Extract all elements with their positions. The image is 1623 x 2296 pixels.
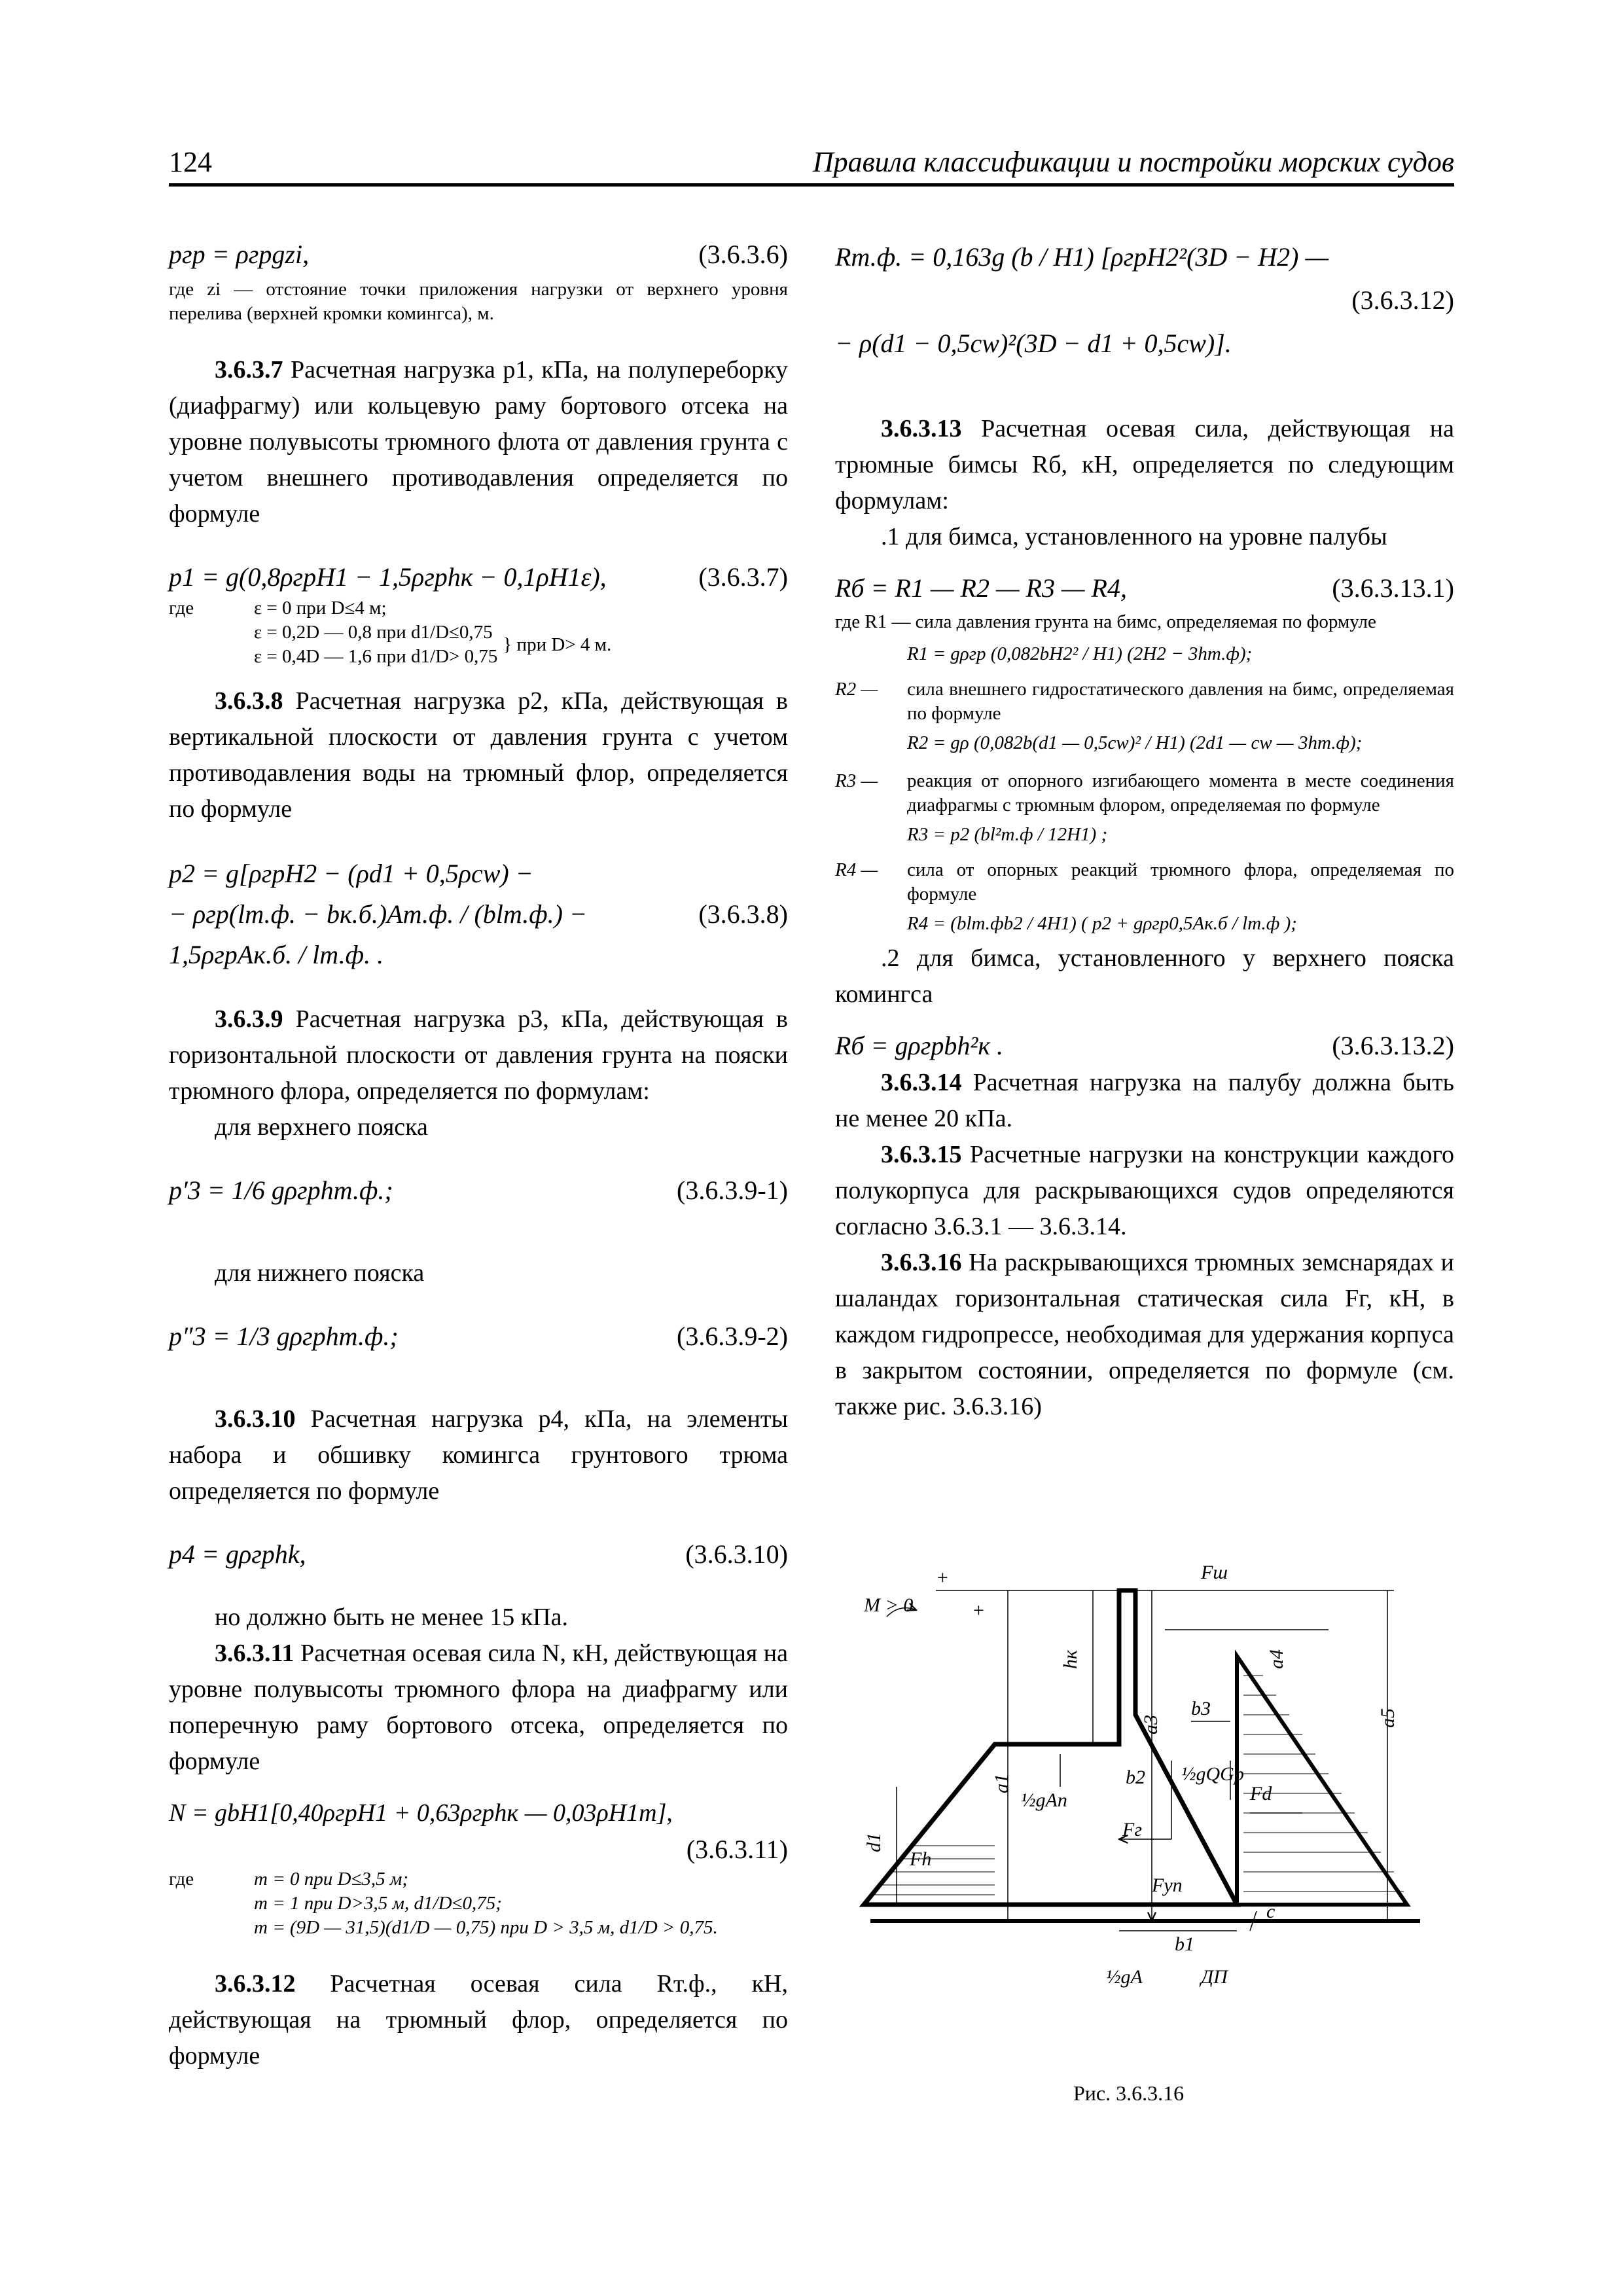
figure-3-6-3-16 [844, 1564, 1453, 2062]
right-pressure-diagram [1237, 1656, 1407, 1905]
formula-3-6-3-13-2: Rб = gρгрbh²к . (3.6.3.13.2) [835, 1031, 1454, 1060]
r4-definition: R4 — сила от опорных реакций трюмного флора, определяемая по формуле [835, 859, 1454, 905]
paragraph-3-6-3-15: 3.6.3.15 Расчетные нагрузки на конструкции каждого полукорпуса для раскрывающихся судов определяются согласно 3.6.3.1 — 3.6.3.14. [835, 1141, 1454, 1240]
fig-label-a1: a1 [991, 1774, 1012, 1793]
formula-3-6-3-8: p2 = g[ρгрH2 − (ρd1 + 0,5ρcw) − − ρгр(lт.ф. − bк.б.)Aт.ф. / (blт.ф.) − 1,5ρгрAк.б. / lт.ф. . (3.6.3.8) [169, 859, 788, 969]
fig-label-plus2: + [972, 1600, 986, 1621]
formula-3-6-3-6-where: где zi — отстояние точки приложения нагрузки от верхнего уровня перелива (верхней кромки комингса), м. [169, 279, 788, 324]
fig-label-a5: a5 [1377, 1708, 1399, 1728]
formula-3-6-3-11: N = gbH1[0,40ρгрH1 + 0,63ρгрhк — 0,03ρH1m], [169, 1799, 673, 1827]
fig-label-gq: ½gQGp [1181, 1763, 1244, 1785]
r1-formula: R1 = gρгр (0,082bH2² / H1) (2H2 − 3hт.ф); [907, 643, 1253, 664]
fig-label-gan: ½gAп [1021, 1789, 1067, 1811]
r3-formula: R3 = p2 (bl²т.ф / 12H1) ; [907, 824, 1108, 845]
paragraph-3-6-3-7: 3.6.3.7 Расчетная нагрузка p1, кПа, на полупереборку (диафрагму) или кольцевую раму бортового отсека на уровне полувысоты трюмного флота от давления грунта с учетом внешнего противодавления определяется по формуле [169, 356, 788, 528]
min-load-note: но должно быть не менее 15 кПа. [215, 1604, 568, 1631]
fig-label-a4: a4 [1266, 1649, 1287, 1669]
right-column [835, 236, 1454, 1425]
paragraph-3-6-3-10: 3.6.3.10 Расчетная нагрузка p4, кПа, на элементы набора и обшивку комингса грунтового трюма определяется по формуле [169, 1405, 788, 1505]
paragraph-3-6-3-13: 3.6.3.13 Расчетная осевая сила, действующая на трюмные бимсы Rб, кН, определяется по следующим формулам: [835, 415, 1454, 514]
formula-3-6-3-7: p1 = g(0,8ρгрH1 − 1,5ρгрhк − 0,1ρH1ε), (3.6.3.7) [169, 562, 788, 592]
fig-label-b1: b1 [1175, 1933, 1194, 1955]
fig-label-c: c [1266, 1901, 1275, 1922]
fig-label-fd: Fd [1250, 1783, 1272, 1804]
r1-definition: где R1 — сила давления грунта на бимс, определяемая по формуле [835, 611, 1376, 632]
upper-flange-label: для верхнего пояска [215, 1113, 428, 1141]
fig-label-ga: ½gA [1106, 1966, 1143, 1988]
item-1-deck-beam: .1 для бимса, установленного на уровне палубы [881, 523, 1387, 550]
fig-label-dp: ДП [1201, 1966, 1228, 1988]
header-rule [169, 183, 1454, 187]
formula-3-6-3-6: pгр = ρгрgzi, (3.6.3.6) [169, 240, 788, 269]
figure-caption: Рис. 3.6.3.16 [1073, 2081, 1185, 2105]
formula-3-6-3-9-2: p″3 = 1/3 gρгрhт.ф.; (3.6.3.9-2) [169, 1321, 788, 1351]
paragraph-3-6-3-12: 3.6.3.12 Расчетная осевая сила Rт.ф., кН, действующая на трюмный флор, определяется по формуле [169, 1970, 788, 2070]
fig-label-fg: Fг [1122, 1819, 1143, 1840]
fig-label-fyn: Fуп [1152, 1874, 1183, 1896]
fig-label-b2: b2 [1126, 1767, 1145, 1788]
running-title: Правила классификации и постройки морских судов [812, 146, 1454, 178]
lower-flange-label: для нижнего пояска [215, 1259, 425, 1287]
formula-3-6-3-13-1: Rб = R1 — R2 — R3 — R4, (3.6.3.13.1) [835, 573, 1454, 603]
page-number: 124 [169, 146, 212, 178]
formula-3-6-3-10: p4 = gρгрhk, (3.6.3.10) [169, 1539, 788, 1569]
formula-3-6-3-7-where: где ε = 0 при D≤4 м; ε = 0,2D — 0,8 при d1/D≤0,75 ε = 0,4D — 1,6 при d1/D> 0,75 } при D> 4 м. [169, 598, 612, 667]
paragraph-3-6-3-8: 3.6.3.8 Расчетная нагрузка p2, кПа, действующая в вертикальной плоскости от давления грунта с учетом противодавления воды на трюмный флор, определяется по формуле [169, 687, 788, 823]
paragraph-3-6-3-11: 3.6.3.11 Расчетная осевая сила N, кН, действующая на уровне полувысоты трюмного флора на диафрагму или поперечную раму бортового отсека, определяется по формуле [169, 1640, 788, 1775]
paragraph-3-6-3-9: 3.6.3.9 Расчетная нагрузка p3, кПа, действующая в горизонтальной плоскости от давления грунта на пояски трюмного флора, определяется по формулам: [169, 1005, 788, 1105]
fig-label-hk: hк [1060, 1649, 1081, 1669]
fig-label-fsh: Fш [1201, 1564, 1228, 1583]
hull-diagram [844, 1564, 1453, 2062]
formula-3-6-3-12: Rт.ф. = 0,163g (b / H1) [ρгрH2²(3D − H2) — (3.6.3.12) − ρ(d1 − 0,5cw)²(3D − d1 + 0,5cw)]. [835, 242, 1454, 358]
item-2-coaming-beam: .2 для бимса, установленного у верхнего пояска комингса [835, 944, 1454, 1008]
r2-definition: R2 — сила внешнего гидростатического давления на бимс, определяемая по формуле [835, 679, 1454, 724]
left-column [169, 236, 788, 2074]
r2-formula: R2 = gρ (0,082b(d1 — 0,5cw)² / H1) (2d1 — cw — 3hт.ф); [907, 732, 1363, 753]
r3-definition: R3 — реакция от опорного изгибающего момента в месте соединения диафрагмы с трюмным флором, определяемая по формуле [835, 770, 1454, 816]
fig-label-m: M > 0 [864, 1594, 914, 1616]
paragraph-3-6-3-14: 3.6.3.14 Расчетная нагрузка на палубу должна быть не менее 20 кПа. [835, 1069, 1454, 1132]
fig-label-b3: b3 [1191, 1698, 1211, 1719]
fig-label-a3: a3 [1140, 1715, 1162, 1734]
fig-label-d1: d1 [863, 1833, 885, 1852]
formula-3-6-3-11-ref: (3.6.3.11) [686, 1835, 788, 1864]
fig-label-plus1: + [936, 1567, 950, 1588]
formula-3-6-3-9-1: p′3 = 1/6 gρгрhт.ф.; (3.6.3.9-1) [169, 1175, 788, 1205]
r4-formula: R4 = (blт.фb2 / 4H1) ( p2 + gρгр0,5Aк.б / lт.ф ); [907, 913, 1297, 934]
fig-label-fh: Fh [910, 1848, 932, 1870]
paragraph-3-6-3-16: 3.6.3.16 На раскрывающихся трюмных земснарядах и шаландах горизонтальная статическая сила Fг, кН, в каждом гидропрессе, необходимая для удержания корпуса в закрытом состоянии, определяется по формуле (см. также рис. 3.6.3.16) [835, 1249, 1454, 1420]
formula-3-6-3-11-where: где m = 0 при D≤3,5 м; m = 1 при D>3,5 м, d1/D≤0,75; m = (9D — 31,5)(d1/D — 0,75) при D > 3,5 м, d1/D > 0,75. [169, 1869, 718, 1938]
